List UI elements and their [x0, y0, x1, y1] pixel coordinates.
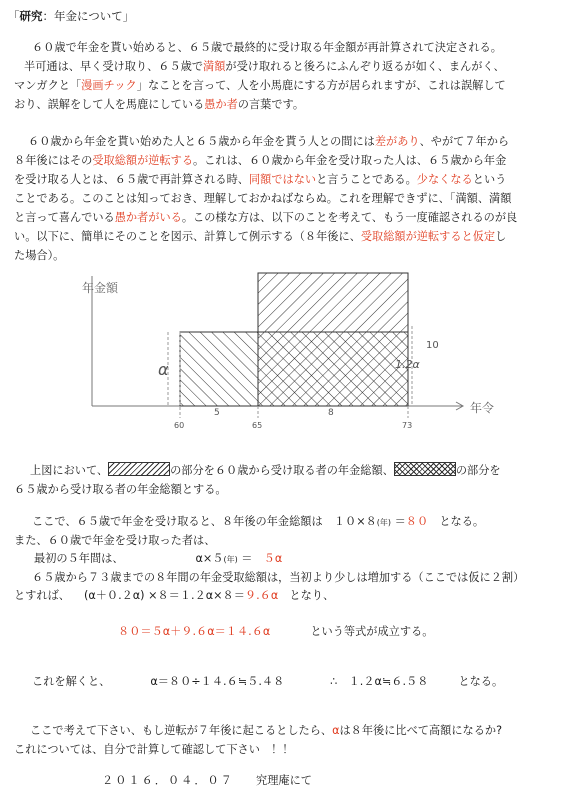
pension-diagram [0, 268, 563, 438]
height-label-1-2alpha: 1.2α [395, 358, 420, 371]
y-axis-label: 年金額 [82, 281, 119, 295]
x-tick-73: 73 [402, 421, 413, 430]
x-tick-65: 65 [252, 421, 263, 430]
x-tick-60: 60 [174, 421, 185, 430]
legend-swatch-60 [108, 462, 170, 476]
footer-date: ２０１６．０４．０７ [102, 774, 234, 787]
height-label-10: 10 [426, 340, 439, 351]
segment-label-5: 5 [214, 408, 220, 418]
paragraph-explanation: ６０歳から年金を貰い始めた人と６５歳から年金を貰う人との間には差があり、やがて７年から ８年後にはその受取総額が逆転する。これは、６０歳から年金を受け取った人は、６５歳から年金 を受け取る人とは、６５歳で再計算される時、同額ではないと言うことである。少なくなるという ことである。このことは知っておき、理解しておかねばならぬ。これを理解できずに、「満額、満額 と言って喜んでいる愚か者がいる。この様な方は、以下のことを考えて、もう一度確認されるのが良 い。以下に、簡単にそのことを図示、計算して例示する（８年後に、受取総額が逆転すると仮定し た場合）。 [14, 135, 518, 262]
x-axis-label: 年令 [470, 401, 495, 415]
height-label-alpha: α [158, 360, 169, 379]
segment-label-8: 8 [328, 408, 334, 418]
footer-place: 究理庵にて [256, 774, 312, 787]
paragraph-intro: ６０歳で年金を貰い始めると、６５歳で最終的に受け取る年金額が再計算されて決定される。 半可通は、早く受け取り、６５歳で満額が受け取れると後ろにふんぞり返るが如く、まんがく、 マンガクと「漫画チック」なことを言って、人を小馬鹿にする方が居られますが、これは誤解して おり、誤解をして人を馬鹿にしている愚か者の言葉です。 [14, 41, 506, 111]
page-title: 「研究：年金について」 [8, 9, 135, 23]
calc-line-1: ここで、６５歳で年金を受け取ると、８年後の年金総額は １０×８(年) ＝８０ となる。 [32, 515, 485, 528]
paragraph-question: ここで考えて下さい、もし逆転が７年後に起こるとしたら、αは８年後に比べて高額になるか? これについては、自分で計算して確認して下さい ！！ [14, 724, 503, 756]
calc-line-6: ８０＝５α＋９.６α＝１４.６α という等式が成立する。 [118, 625, 434, 638]
hatched-area-65 [258, 273, 408, 406]
paragraph-legend: 上図において、 の部分を６０歳から受け取る者の年金総額、 の部分を ６５歳から受け取る者の年金総額とする。 [14, 464, 501, 496]
calc-line-3: 最初の５年間は、 α×５(年) ＝ ５α [34, 552, 283, 565]
calc-line-4: ６５歳から７３歳までの８年間の年金受取総額は，当初より少しは増加する（ここでは仮に２割） [32, 571, 525, 584]
calc-line-5: とすれば、 (α＋０.２α) ×８＝１.２α×８＝９.６α となり、 [14, 589, 335, 602]
calc-line-2: また、６０歳で年金を受け取った者は、 [14, 534, 216, 547]
legend-swatch-65 [394, 462, 456, 476]
calc-line-7: これを解くと、 α＝８０÷１４.６≒５.４８ ∴ １.２α≒６.５８ となる。 [32, 675, 504, 688]
